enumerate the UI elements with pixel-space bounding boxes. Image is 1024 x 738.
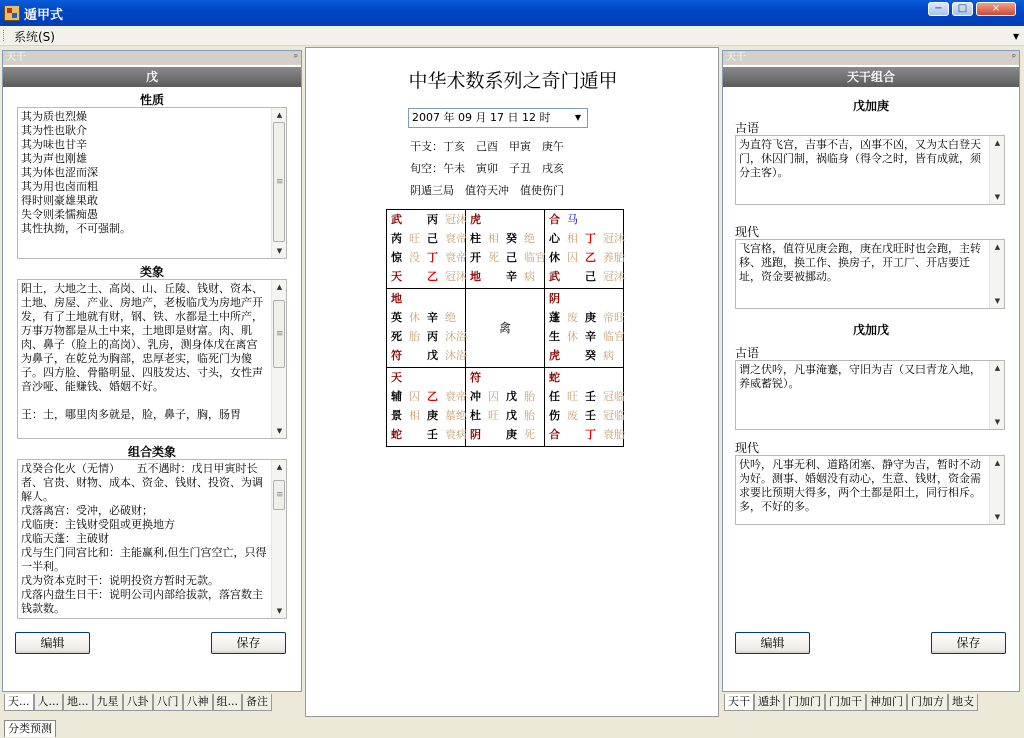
palace-phase: 冠沐	[603, 232, 625, 245]
palace-row	[545, 425, 623, 444]
palace-symbol: 蓬	[549, 311, 560, 324]
palace-stem: 辛	[427, 311, 438, 324]
palace-stem: 壬	[585, 409, 596, 422]
scroll-down-icon[interactable]: ▼	[994, 418, 1001, 426]
palace-symbol: 英	[391, 311, 402, 324]
tab-jiuxing[interactable]: 九星	[93, 694, 123, 711]
palace-row	[545, 387, 623, 406]
palace-symbol: 伤	[549, 409, 560, 422]
xunkong-text: 旬空：午未 寅卯 子丑 戌亥	[410, 162, 564, 175]
palace-stem: 辛	[506, 270, 517, 283]
palace-symbol: 武	[549, 270, 560, 283]
palace-symbol: 天	[391, 270, 402, 283]
pin-icon[interactable]: ᵖ	[1012, 53, 1016, 63]
palace-stem: 丙	[427, 213, 438, 226]
scroll-down-icon[interactable]: ▼	[994, 297, 1001, 305]
combo-category-textbox[interactable]	[17, 459, 287, 619]
palace-stem: 壬	[427, 428, 438, 441]
right-pane-title-text: 天干	[726, 52, 746, 63]
center-star: 禽	[498, 321, 511, 335]
date-select[interactable]	[408, 108, 588, 128]
palace-symbol: 冲	[470, 390, 481, 403]
palace-stem: 辛	[585, 330, 596, 343]
right-header: 天干组合	[723, 67, 1019, 87]
palace-row	[387, 387, 465, 406]
scroll-thumb[interactable]	[273, 300, 285, 368]
palace-cell	[466, 289, 545, 368]
palace-phase: 衰帝	[445, 251, 467, 264]
palace-row	[545, 406, 623, 425]
right-save-button[interactable]: 保存	[931, 632, 1006, 654]
palace-stem: 丙	[427, 330, 438, 343]
palace-row	[545, 368, 623, 387]
scroll-up-icon[interactable]: ▲	[994, 139, 1001, 147]
palace-symbol: 合	[549, 213, 560, 226]
palace-row	[387, 346, 465, 365]
palace-row	[545, 267, 623, 286]
palace-state: 休	[409, 311, 420, 324]
tab-di[interactable]: 地...	[63, 694, 93, 711]
palace-row	[545, 346, 623, 365]
palace-row	[466, 248, 544, 267]
palace-phase: 墓绝	[445, 409, 467, 422]
combo1-gu-label: 古语	[735, 121, 760, 135]
tab-tiangan[interactable]: 天...	[4, 694, 34, 711]
combo2-xd-textbox[interactable]	[735, 455, 1005, 525]
palace-symbol: 任	[549, 390, 560, 403]
scroll-down-icon[interactable]: ▼	[276, 247, 283, 255]
palace-symbol: 杜	[470, 409, 481, 422]
palace-row	[466, 368, 544, 387]
left-header: 戊	[3, 67, 301, 87]
palace-state: 囚	[409, 390, 420, 403]
palace-stem: 乙	[427, 270, 438, 283]
palace-phase: 沐浴	[445, 330, 467, 343]
scroll-down-icon[interactable]: ▼	[994, 513, 1001, 521]
palace-state: 囚	[488, 390, 499, 403]
palace-row	[387, 425, 465, 444]
palace-row	[466, 267, 544, 286]
center-panel	[305, 47, 719, 717]
date-value: 2007 年 09 月 17 日 12 时	[412, 111, 551, 124]
palace-state: 旺	[488, 409, 499, 422]
menu-overflow-icon[interactable]: ▼	[1013, 32, 1020, 41]
scroll-down-icon[interactable]: ▼	[276, 427, 283, 435]
combo1-xd-textbox[interactable]	[735, 239, 1005, 309]
palace-cell	[466, 368, 545, 447]
scrollbar[interactable]	[989, 456, 1004, 524]
palace-stem: 戊	[427, 349, 438, 362]
palace-state: 相	[409, 409, 420, 422]
palace-cell	[545, 289, 624, 368]
right-edit-button[interactable]: 编辑	[735, 632, 810, 654]
palace-symbol: 惊	[391, 251, 402, 264]
combo-category-text: 戊癸合化火（无情） 五不遇时：戊日甲寅时长者、官贵、财物、成本、资金、钱财、投资、为调解人。 戊落离宫：受冲，必破财； 戊临庚：主钱财受阻或更换地方 戊临天蓬：主破财 戊与生门同宫比和：主能赢利,但生门宫空亡，只得一半利。 戊为资本克时干：说明投资方暂时无款。 戊落内盘生日干：说明公司内部给拔款，落宫数主钱款数。	[21, 462, 267, 615]
category-title: 类象	[139, 265, 164, 279]
palace-row	[545, 327, 623, 346]
status-tab[interactable]: 分类预测	[4, 720, 56, 737]
left-tabs	[4, 694, 300, 711]
palace-row	[545, 210, 623, 229]
app-icon	[4, 5, 20, 21]
close-button[interactable]: ×	[976, 2, 1016, 16]
palace-symbol: 阴	[549, 292, 560, 305]
tab-bashen[interactable]: 八神	[183, 694, 213, 711]
right-pane-title	[723, 51, 1019, 65]
category-text: 阳土，大地之土、高岗、山、丘陵、钱财、资本、土地、房屋、产业、房地产，老板临戊为房地产开发，有了土地就有财，钢、铁、水都是土中所产，万事万物都是从土中来，土地即是财富。肉、肌肉、鼻子（脸上的高岗）、乳房，测身体戊在离宫为鼻子，在乾兑为胸部，忠厚老实，临死门为傻子。四方脸、骨骼明显、四肢发达、寸头，女性声音沙哑、能赚钱、婚姻不好。 王：土，哪里肉多就是，脸，鼻子，胸，肠胃	[21, 282, 263, 421]
palace-row	[387, 308, 465, 327]
minimize-button[interactable]: −	[928, 2, 949, 16]
tab-menjiagan[interactable]: 门加干	[825, 694, 866, 711]
tab-tiangan-combo[interactable]: 天干	[724, 694, 754, 711]
palace-stem: 庚	[506, 428, 517, 441]
right-panel	[722, 50, 1020, 692]
palace-row	[466, 229, 544, 248]
palace-row	[387, 406, 465, 425]
palace-cell	[387, 289, 466, 368]
tab-bamen[interactable]: 八门	[153, 694, 183, 711]
palace-phase: 衰帝	[445, 390, 467, 403]
palace-state: 相	[567, 232, 578, 245]
combo2-gu-label: 古语	[735, 346, 760, 360]
scroll-up-icon[interactable]: ▲	[276, 463, 283, 471]
palace-phase: 沐浴	[445, 349, 467, 362]
palace-phase: 冠沐	[603, 270, 625, 283]
combo1-xd-label: 现代	[735, 225, 760, 239]
palace-symbol: 芮	[391, 232, 402, 245]
combo1-gu-text: 为直符飞宫，吉事不吉，凶事不凶，又为太白登天门，休囚门制，祸临身（得令之时，皆有成就，须分主客）。	[739, 138, 981, 179]
scroll-up-icon[interactable]: ▲	[994, 459, 1001, 467]
scrollbar[interactable]	[989, 136, 1004, 204]
tab-menjiafang[interactable]: 门加方	[907, 694, 948, 711]
scroll-up-icon[interactable]: ▲	[276, 111, 283, 119]
palace-phase: 衰帝	[445, 232, 467, 245]
palace-state: 没	[409, 251, 420, 264]
palace-phase: 病	[603, 349, 614, 362]
palace-symbol: 生	[549, 330, 560, 343]
palace-state: 胎	[409, 330, 420, 343]
scrollbar[interactable]	[989, 361, 1004, 429]
palace-stem: 戊	[506, 409, 517, 422]
palace-symbol: 蛇	[549, 371, 560, 384]
nature-textbox[interactable]	[17, 107, 287, 259]
palace-phase: 死	[524, 428, 535, 441]
palace-symbol: 阴	[470, 428, 481, 441]
palace-phase: 冠临	[603, 390, 625, 403]
menu-grip	[3, 30, 5, 41]
palace-state: 旺	[567, 390, 578, 403]
palace-row	[545, 248, 623, 267]
scroll-up-icon[interactable]: ▲	[994, 364, 1001, 372]
palace-phase: 冠沐	[445, 213, 467, 226]
palace-symbol: 地	[470, 270, 481, 283]
right-tabs	[724, 694, 1020, 711]
left-edit-button[interactable]: 编辑	[15, 632, 90, 654]
palace-row	[466, 210, 544, 229]
tab-menjiamen[interactable]: 门加门	[784, 694, 825, 711]
window-title: 遁甲式	[24, 8, 64, 23]
scroll-up-icon[interactable]: ▲	[276, 283, 283, 291]
palace-state: 废	[567, 409, 578, 422]
palace-symbol: 地	[391, 292, 402, 305]
palace-symbol: 虎	[549, 349, 560, 362]
palace-symbol: 心	[549, 232, 560, 245]
palace-symbol: 景	[391, 409, 402, 422]
palace-phase: 胎	[524, 409, 535, 422]
nature-scrollbar[interactable]	[271, 108, 286, 258]
scroll-thumb[interactable]	[273, 480, 285, 510]
combo2-gu-text: 谓之伏吟，凡事淹蹇，守旧为吉（又曰青龙入地，养威蓄锐）。	[739, 363, 981, 390]
palace-stem: 丁	[585, 232, 596, 245]
palace-symbol: 符	[470, 371, 481, 384]
palace-state: 马	[567, 213, 578, 226]
left-save-button[interactable]: 保存	[211, 632, 286, 654]
palace-row	[387, 267, 465, 286]
palace-row	[545, 289, 623, 308]
palace-symbol: 合	[549, 428, 560, 441]
ganzhi-text: 干支：丁亥 己酉 甲寅 庚午	[410, 140, 564, 153]
combo2-xd-text: 伏吟，凡事无利、道路闭塞、静守为吉，暂时不动为好。测事、婚姻没有动心，生意、钱财，资金需求要比预期大得多，两个土都是阳土，同行相斥。多，不好的多。	[739, 458, 981, 513]
palace-stem: 庚	[585, 311, 596, 324]
left-panel	[2, 50, 302, 692]
palace-phase: 衰病	[445, 428, 467, 441]
palace-state: 相	[488, 232, 499, 245]
palace-symbol: 武	[391, 213, 402, 226]
palace-cell	[387, 210, 466, 289]
palace-row	[387, 289, 465, 308]
combo-scrollbar[interactable]	[271, 460, 286, 618]
palace-phase: 帝旺	[603, 311, 625, 324]
nature-title: 性质	[139, 93, 164, 107]
palace-state: 囚	[567, 251, 578, 264]
main-title: 中华术数系列之奇门遁甲	[408, 70, 618, 92]
tab-ren[interactable]: 人...	[34, 694, 64, 711]
palace-stem: 己	[506, 251, 517, 264]
palace-phase: 养胎	[603, 251, 625, 264]
scroll-down-icon[interactable]: ▼	[994, 193, 1001, 201]
palace-symbol: 虎	[470, 213, 481, 226]
title-bar	[0, 0, 1024, 26]
combo1-xd-text: 飞宫格，值符见庚会跑，庚在戊旺时也会跑，主转移、逃跑，换工作、换房子，开工厂、开店要迁址，资金要被挪动。	[739, 242, 981, 283]
tab-shenjiamen[interactable]: 神加门	[866, 694, 907, 711]
palace-stem: 壬	[585, 390, 596, 403]
palace-state: 死	[488, 251, 499, 264]
category-scrollbar[interactable]	[271, 280, 286, 438]
palace-symbol: 符	[391, 349, 402, 362]
combo1-gu-textbox[interactable]	[735, 135, 1005, 205]
tab-dizhi[interactable]: 地支	[948, 694, 978, 711]
palace-row	[466, 406, 544, 425]
tab-beizhu[interactable]: 备注	[242, 694, 272, 711]
palace-symbol: 蛇	[391, 428, 402, 441]
palace-stem: 丁	[585, 428, 596, 441]
palace-row	[387, 229, 465, 248]
palace-symbol: 休	[549, 251, 560, 264]
palace-grid	[386, 209, 624, 447]
palace-state: 休	[567, 330, 578, 343]
palace-row	[387, 327, 465, 346]
maximize-button[interactable]: □	[952, 2, 973, 16]
palace-stem: 己	[427, 232, 438, 245]
status-bar	[0, 718, 1024, 738]
palace-stem: 庚	[427, 409, 438, 422]
palace-row	[545, 229, 623, 248]
palace-stem: 乙	[427, 390, 438, 403]
palace-phase: 冠临	[603, 409, 625, 422]
palace-symbol: 柱	[470, 232, 481, 245]
tab-zuhe[interactable]: 组...	[213, 694, 243, 711]
left-pane-title-text: 天干	[6, 52, 26, 63]
palace-cell	[466, 210, 545, 289]
nature-text: 其为质也烈燥 其为性也耿介 其为味也甘辛 其为声也刚雄 其为体也涩而深 其为用也卤而粗 得时则豪雄果敢 失令则柔懦痴愚 其性执拗，不可强制。	[21, 110, 131, 235]
palace-row	[387, 210, 465, 229]
palace-phase: 冠沐	[445, 270, 467, 283]
palace-phase: 临官	[603, 330, 625, 343]
palace-symbol: 辅	[391, 390, 402, 403]
palace-phase: 绝	[524, 232, 535, 245]
tab-bagua[interactable]: 八卦	[123, 694, 153, 711]
palace-phase: 胎	[524, 390, 535, 403]
palace-row	[387, 248, 465, 267]
scroll-thumb[interactable]	[273, 122, 285, 242]
palace-cell	[545, 368, 624, 447]
palace-phase: 病	[524, 270, 535, 283]
palace-stem: 癸	[585, 349, 596, 362]
palace-cell	[545, 210, 624, 289]
combo2-gu-textbox[interactable]	[735, 360, 1005, 430]
palace-stem: 乙	[585, 251, 596, 264]
palace-row	[387, 368, 465, 387]
scrollbar[interactable]	[989, 240, 1004, 308]
palace-row	[466, 425, 544, 444]
palace-symbol: 天	[391, 371, 402, 384]
palace-state: 旺	[409, 232, 420, 245]
pin-icon[interactable]: ᵖ	[294, 53, 298, 63]
combo2-xd-label: 现代	[735, 441, 760, 455]
ju-text: 阴遁三局 值符天冲 值使伤门	[410, 184, 564, 197]
menu-bar	[0, 26, 1024, 46]
palace-phase: 衰胎	[603, 428, 625, 441]
palace-stem: 癸	[506, 232, 517, 245]
palace-row	[545, 308, 623, 327]
palace-symbol: 开	[470, 251, 481, 264]
tab-dungua[interactable]: 遁卦	[754, 694, 784, 711]
category-textbox[interactable]	[17, 279, 287, 439]
combo1-title: 戊加庚	[852, 99, 889, 113]
scroll-up-icon[interactable]: ▲	[994, 243, 1001, 251]
combo-category-title: 组合类象	[127, 445, 176, 459]
palace-phase: 临官	[524, 251, 546, 264]
palace-stem: 丁	[427, 251, 438, 264]
combo2-title: 戊加戊	[852, 323, 889, 337]
palace-state: 废	[567, 311, 578, 324]
menu-system[interactable]: 系统(S)	[14, 30, 55, 44]
palace-row	[466, 387, 544, 406]
scroll-down-icon[interactable]: ▼	[276, 607, 283, 615]
palace-phase: 绝	[445, 311, 456, 324]
palace-symbol: 死	[391, 330, 402, 343]
palace-stem: 己	[585, 270, 596, 283]
palace-stem: 戊	[506, 390, 517, 403]
palace-cell	[387, 368, 466, 447]
left-pane-title	[3, 51, 301, 65]
chevron-down-icon[interactable]: ▼	[574, 113, 582, 122]
